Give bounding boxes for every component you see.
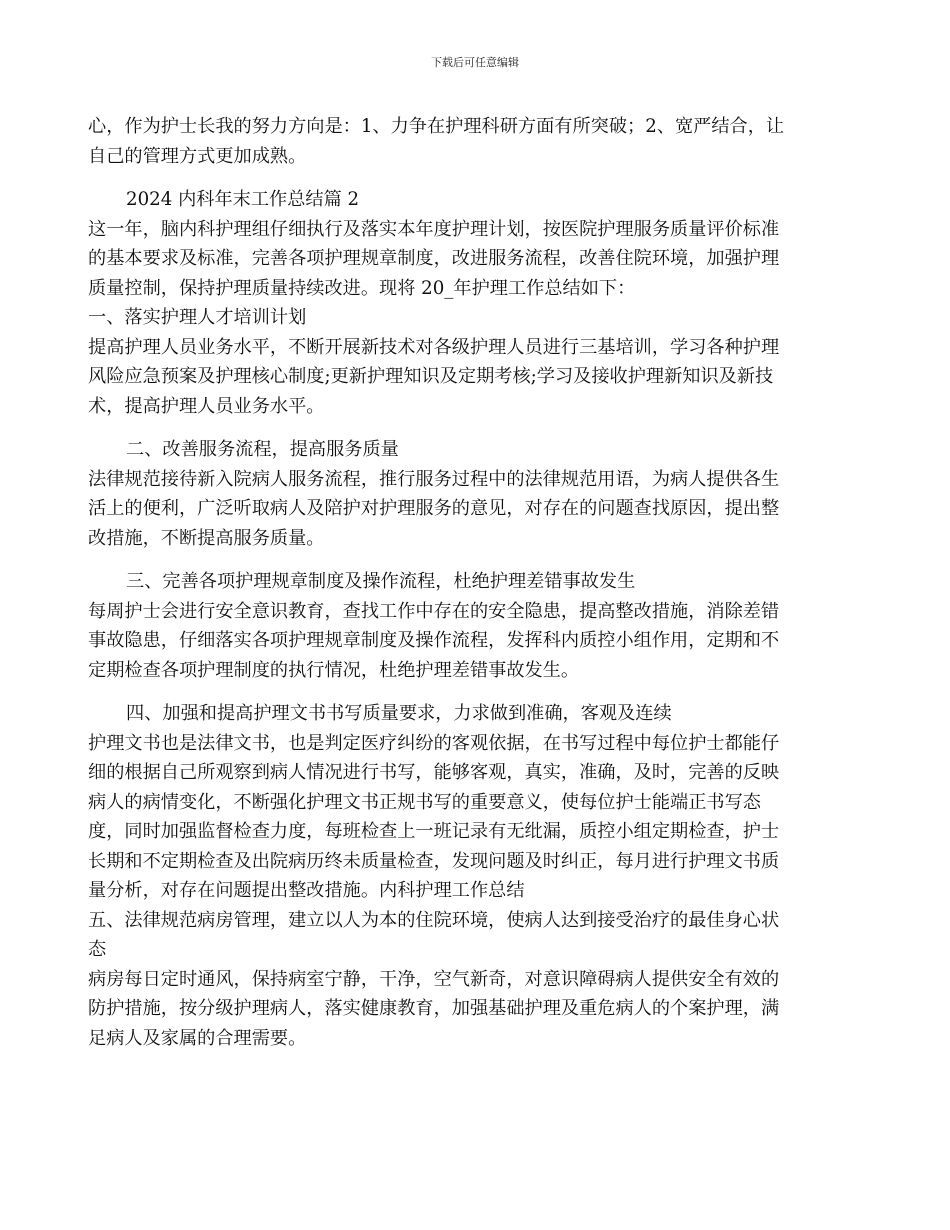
text-line: 每周护士会进行安全意识教育，查找工作中存在的安全隐患，提高整改措施，消除差错 (88, 600, 780, 622)
text-line: 自己的管理方式更加成熟。 (88, 145, 307, 167)
text-line: 的基本要求及标准，完善各项护理规章制度，改进服务流程，改善住院环境，加强护理 (88, 248, 780, 269)
text-line: 定期检查各项护理制度的执行情况，杜绝护理差错事故发生。 (88, 659, 580, 681)
text-line: 长期和不定期检查及出院病历终未质量检查，发现问题及时纠正，每月进行护理文书质 (88, 850, 780, 872)
text-line: 病人的病情变化，不断强化护理文书正规书写的重要意义，使每位护士能端正书写态 (88, 791, 761, 813)
text-line: 护理文书也是法律文书，也是判定医疗纠纷的客观依据，在书写过程中每位护士都能仔 (88, 732, 780, 754)
text-line: 这一年，脑内科护理组仔细执行及落实本年度护理计划，按医院护理服务质量评价标准 (88, 218, 780, 240)
section-heading: 2024 内科年末工作总结篇 2 (126, 189, 360, 210)
section-heading: 四、加强和提高护理文书书写质量要求，力求做到准确，客观及连续 (126, 703, 672, 724)
text-line: 心，作为护士长我的努力方向是：1、力争在护理科研方面有所突破；2、宽严结合，让 (88, 116, 785, 137)
text-line: 一、落实护理人才培训计划 (88, 307, 307, 328)
text-line: 防护措施，按分级护理病人，落实健康教育，加强基础护理及重危病人的个案护理，满 (88, 998, 780, 1019)
text-line: 度，同时加强监督检查力度，每班检查上一班记录有无纰漏，质控小组定期检查，护士 (88, 821, 780, 842)
page-header: 下载后可任意编辑 (431, 56, 519, 69)
text-line: 法律规范接待新入院病人服务流程，推行服务过程中的法律规范用语，为病人提供各生 (88, 468, 780, 490)
text-line: 态 (88, 939, 107, 960)
text-line: 质量控制，保持护理质量持续改进。现将 20_年护理工作总结如下： (88, 277, 636, 299)
section-heading: 二、改善服务流程，提高服务质量 (126, 439, 399, 460)
text-line: 事故隐患，仔细落实各项护理规章制度及操作流程，发挥科内质控小组作用，定期和不 (88, 630, 780, 651)
text-line: 细的根据自己所观察到病人情况进行书写，能够客观，真实，准确，及时，完善的反映 (88, 762, 780, 783)
text-line: 五、法律规范病房管理，建立以人为本的住院环境，使病人达到接受治疗的最佳身心状 (88, 909, 780, 931)
text-line: 提高护理人员业务水平，不断开展新技术对各级护理人员进行三基培训，学习各种护理 (88, 336, 780, 358)
section-heading: 三、完善各项护理规章制度及操作流程，杜绝护理差错事故发生 (126, 571, 636, 592)
text-line: 风险应急预案及护理核心制度;更新护理知识及定期考核;学习及接收护理新知识及新技 (88, 366, 774, 387)
text-line: 活上的便利，广泛听取病人及陪护对护理服务的意见，对存在的问题查找原因，提出整 (88, 498, 780, 519)
text-line: 术，提高护理人员业务水平。 (88, 395, 325, 417)
text-line: 足病人及家属的合理需要。 (88, 1027, 307, 1049)
text-line: 量分析，对存在问题提出整改措施。内科护理工作总结 (88, 880, 525, 901)
text-line: 改措施，不断提高服务质量。 (88, 527, 325, 549)
document-body (88, 112, 868, 1053)
text-line: 病房每日定时通风，保持病室宁静，干净，空气新奇，对意识障碍病人提供安全有效的 (88, 968, 780, 990)
